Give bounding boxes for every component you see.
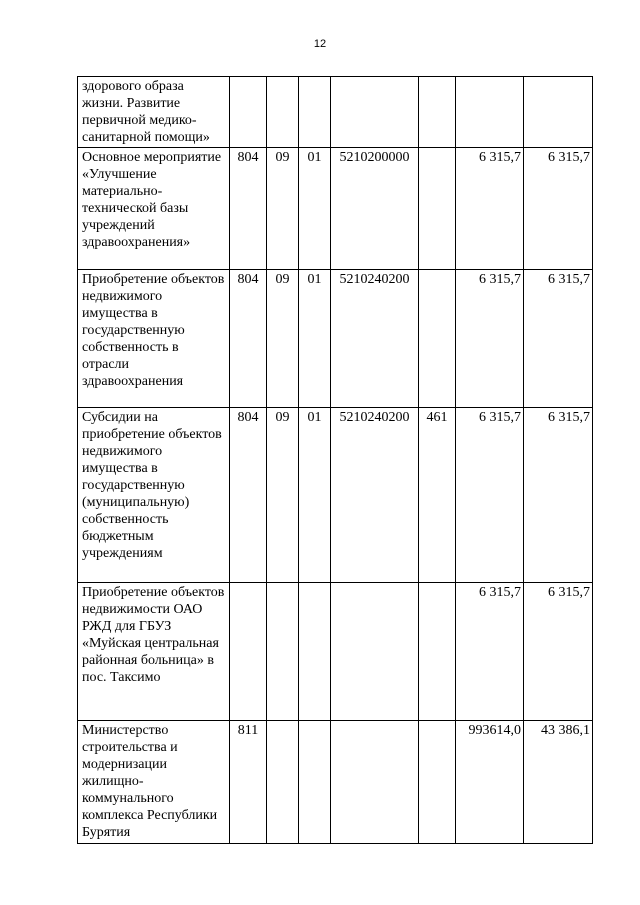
- cell-csr: 5210240200: [331, 270, 419, 408]
- cell-pr: [299, 583, 331, 721]
- cell-sum1: 6 315,7: [456, 583, 524, 721]
- cell-sum1: 6 315,7: [456, 408, 524, 583]
- table-row: [78, 583, 593, 721]
- cell-vr: [419, 148, 456, 270]
- cell-rz: 09: [267, 270, 299, 408]
- cell-grbs: 811: [230, 721, 267, 844]
- cell-sum2: 6 315,7: [524, 148, 593, 270]
- cell-sum2: [524, 77, 593, 148]
- table-row: [78, 408, 593, 583]
- cell-sum1: 6 315,7: [456, 270, 524, 408]
- cell-grbs: 804: [230, 270, 267, 408]
- cell-csr: [331, 77, 419, 148]
- row-name: Приобретение объектов недвижимости ОАО РЖД для ГБУЗ «Муйская центральная районная больница» в пос. Таксимо: [78, 583, 230, 721]
- cell-grbs: [230, 77, 267, 148]
- table-row: [78, 77, 593, 148]
- cell-sum1: 993614,0: [456, 721, 524, 844]
- cell-pr: 01: [299, 148, 331, 270]
- cell-pr: 01: [299, 408, 331, 583]
- cell-sum1: 6 315,7: [456, 148, 524, 270]
- row-name: Министерство строительства и модернизации жилищно-коммунального комплекса Республики Бурятия: [78, 721, 230, 844]
- cell-sum2: 6 315,7: [524, 408, 593, 583]
- cell-vr: 461: [419, 408, 456, 583]
- cell-sum2: 6 315,7: [524, 583, 593, 721]
- cell-rz: 09: [267, 148, 299, 270]
- cell-pr: 01: [299, 270, 331, 408]
- cell-vr: [419, 583, 456, 721]
- cell-pr: [299, 77, 331, 148]
- cell-grbs: 804: [230, 408, 267, 583]
- table-row: [78, 148, 593, 270]
- cell-grbs: 804: [230, 148, 267, 270]
- row-name: Основное мероприятие «Улучшение материально-технической базы учреждений здравоохранения»: [78, 148, 230, 270]
- cell-csr: 5210240200: [331, 408, 419, 583]
- cell-csr: [331, 721, 419, 844]
- cell-csr: 5210200000: [331, 148, 419, 270]
- cell-vr: [419, 721, 456, 844]
- cell-rz: [267, 583, 299, 721]
- budget-table: [77, 76, 593, 844]
- cell-rz: [267, 77, 299, 148]
- cell-vr: [419, 270, 456, 408]
- row-name: Приобретение объектов недвижимого имущества в государственную собственность в отрасли здравоохранения: [78, 270, 230, 408]
- row-name: Субсидии на приобретение объектов недвижимого имущества в государственную (муниципальную) собственность бюджетным учреждениям: [78, 408, 230, 583]
- row-name: здорового образа жизни. Развитие первичной медико-санитарной помощи»: [78, 77, 230, 148]
- cell-grbs: [230, 583, 267, 721]
- cell-sum2: 6 315,7: [524, 270, 593, 408]
- cell-pr: [299, 721, 331, 844]
- cell-rz: 09: [267, 408, 299, 583]
- page-number: 12: [313, 38, 327, 50]
- table-row: [78, 721, 593, 844]
- cell-sum1: [456, 77, 524, 148]
- table-row: [78, 270, 593, 408]
- cell-vr: [419, 77, 456, 148]
- cell-csr: [331, 583, 419, 721]
- cell-rz: [267, 721, 299, 844]
- cell-sum2: 43 386,1: [524, 721, 593, 844]
